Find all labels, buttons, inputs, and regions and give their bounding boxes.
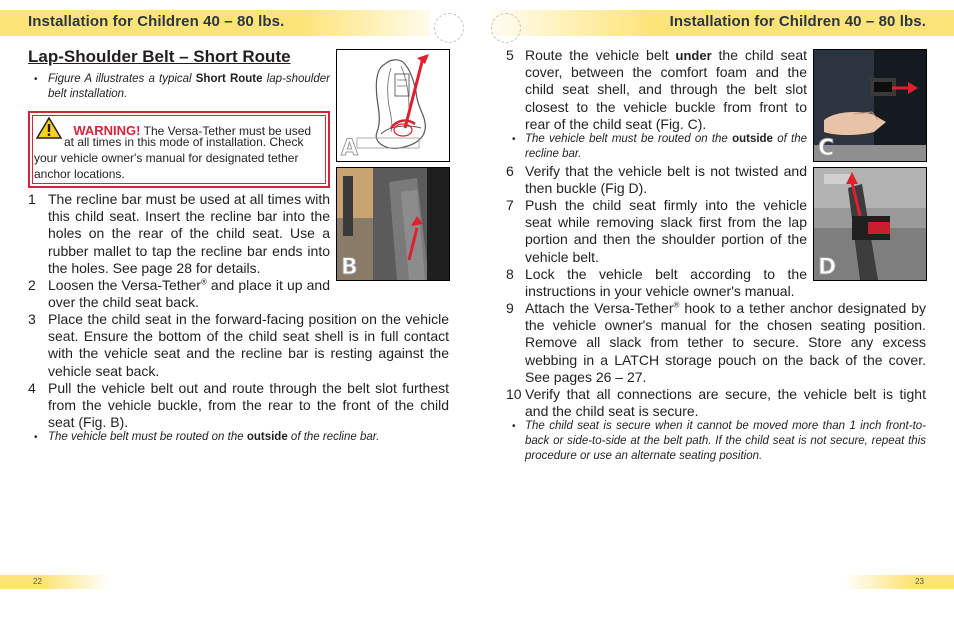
figure-a [336, 49, 450, 162]
figure-c [813, 49, 927, 162]
warning-triangle-icon [36, 117, 62, 143]
step-number: 4 [28, 380, 36, 396]
figure-c-label: C [818, 136, 835, 161]
recline-bar-note: • The vehicle belt must be routed on the outside of the recline bar. [34, 431, 380, 443]
registration-mark-icon [434, 13, 464, 43]
step-text: Verify that all connections are secure, the vehicle belt is tight and the child seat is secure. [525, 386, 926, 420]
warning-box: WARNING! The Versa-Tether must be used at all times in this mode of installation. Check your vehicle owner's manual for designated tether anchor locations. [28, 111, 330, 188]
step-text: Loosen the Versa-Tether® and place it up and over the child seat back. [48, 277, 330, 311]
step-text: The recline bar must be used at all times with this child seat. Insert the recline bar into the holes on the rear of the child seat. Use a rubber mallet to tap the recline bar ends into the holes. See page 28 for details. [48, 191, 330, 276]
step-number: 2 [28, 277, 36, 293]
figure-d-label: D [818, 255, 837, 280]
bullet-icon: • [34, 432, 38, 443]
bullet-icon: • [34, 74, 38, 85]
bullet-icon: • [512, 134, 516, 145]
step-text: Lock the vehicle belt according to the instructions in your vehicle owner's manual. [525, 266, 807, 300]
step-text: Verify that the vehicle belt is not twisted and then buckle (Fig D). [525, 163, 807, 197]
step-text: Route the vehicle belt under the child seat cover, between the comfort foam and the child seat shell, and through the belt slot closest to the vehicle buckle from front to rear of the child seat (Fig. C). [525, 47, 808, 132]
step-text: Place the child seat in the forward-facing position on the vehicle seat. Ensure the bottom of the child seat shell is in full contact with the vehicle seat and the recline bar is resting against the vehicle seat back. [48, 311, 449, 379]
figure-a-label: A [341, 136, 359, 161]
outside-routing-note: • The vehicle belt must be routed on the outside of the recline bar. [512, 133, 807, 160]
page-number-left: 22 [33, 577, 42, 586]
step-number: 1 [28, 191, 36, 207]
registration-mark-icon [491, 13, 521, 43]
footer-band-right [844, 575, 954, 589]
header-title-left: Installation for Children 40 – 80 lbs. [28, 13, 285, 30]
step-number: 10 [506, 386, 522, 402]
section-title: Lap-Shoulder Belt – Short Route [28, 47, 291, 66]
step-number: 8 [506, 266, 514, 282]
step-text: Pull the vehicle belt out and route through the belt slot furthest from the vehicle buckle, from the rear to the front of the child seat (Fig. B). [48, 380, 449, 431]
header-band-left [0, 10, 430, 36]
intro-note: • Figure A illustrates a typical Short Route lap-shoulder belt installation. [34, 73, 330, 100]
step-number: 9 [506, 300, 514, 316]
step-number: 6 [506, 163, 514, 179]
figure-d [813, 167, 927, 281]
step-number: 5 [506, 47, 514, 63]
bullet-icon: • [512, 421, 516, 432]
header-band-right [492, 10, 954, 36]
figure-b [336, 167, 450, 281]
step-text: Push the child seat firmly into the vehicle seat while removing slack first from the lap portion and then the shoulder portion of the vehicle belt. [525, 197, 807, 265]
warning-label: WARNING! [73, 123, 141, 138]
step-text: Attach the Versa-Tether® hook to a tether anchor designated by the vehicle owner's manual for the chosen seating position. Remove all slack from tether to secure. Store any excess webbing in a LATCH storage pouch on the back of the cover. See pages 26 – 27. [525, 300, 926, 385]
page-number-right: 23 [915, 577, 924, 586]
secure-check-note: • The child seat is secure when it cannot be moved more than 1 inch front-to-back or side-to-side at the belt path. If the child seat is not secure, repeat this procedure or use an alternate seating position. [512, 420, 926, 462]
step-number: 3 [28, 311, 36, 327]
footer-band-left [0, 575, 110, 589]
figure-b-label: B [341, 255, 358, 280]
step-number: 7 [506, 197, 514, 213]
header-title-right: Installation for Children 40 – 80 lbs. [669, 13, 926, 30]
